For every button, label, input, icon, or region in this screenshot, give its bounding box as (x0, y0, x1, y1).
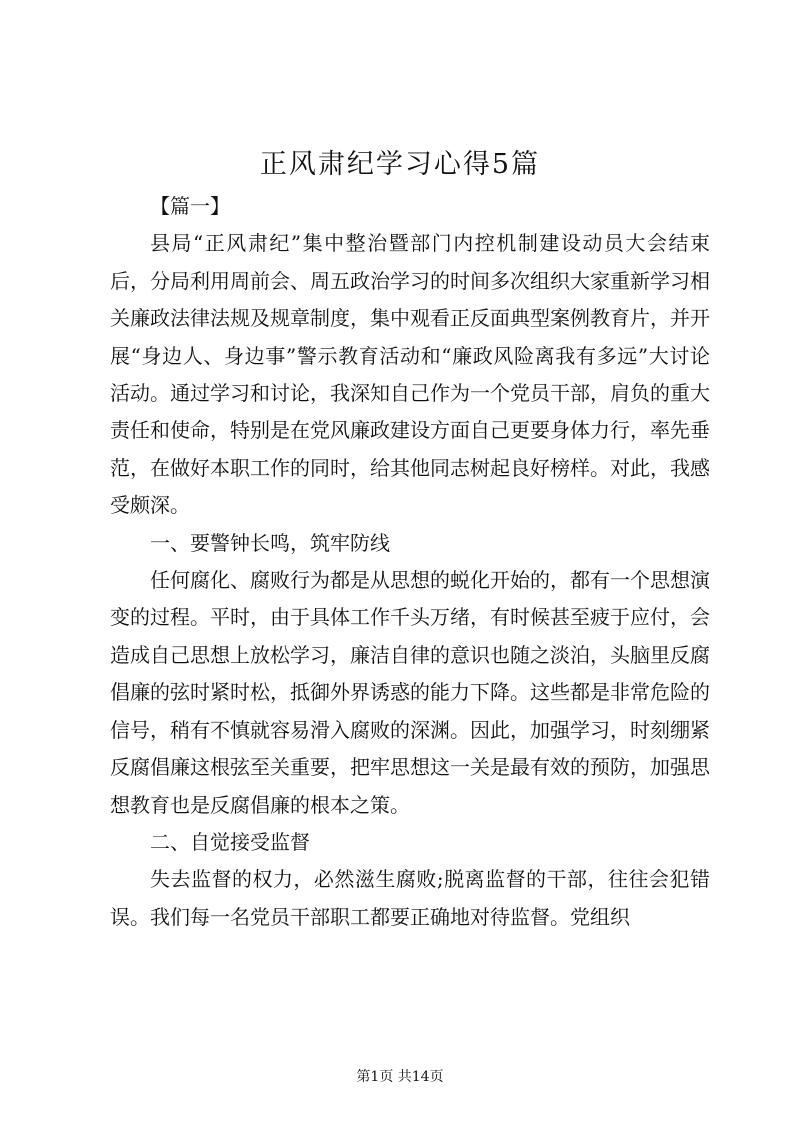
paragraph-section-1: 任何腐化、腐败行为都是从思想的蜕化开始的，都有一个思想演变的过程。平时，由于具体工作千头万绪，有时候甚至疲于应付，会造成自己思想上放松学习，廉洁自律的意识也随之淡泊，头脑里反腐倡廉的弦时紧时松，抵御外界诱惑的能力下降。这些都是非常危险的信号，稍有不慎就容易滑入腐败的深渊。因此，加强学习，时刻绷紧反腐倡廉这根弦至关重要，把牢思想这一关是最有效的预防，加强思想教育也是反腐倡廉的根本之策。 (110, 568, 710, 817)
part-label: 【篇一】 (150, 194, 230, 218)
paragraph-intro: 县局“正风肃纪”集中整治暨部门内控机制建设动员大会结束后，分局利用周前会、周五政治学习的时间多次组织大家重新学习相关廉政法律法规及规章制度，集中观看正反面典型案例教育片，并开展“身边人、身边事”警示教育活动和“廉政风险离我有多远”大讨论活动。通过学习和讨论，我深知自己作为一个党员干部，肩负的重大责任和使命，特别是在党风廉政建设方面自己更要身体力行，率先垂范，在做好本职工作的同时，给其他同志树起良好榜样。对此，我感受颇深。 (110, 231, 710, 518)
document-title: 正风肃纪学习心得5篇 (259, 149, 541, 180)
document-body (110, 188, 710, 936)
section-heading-1: 一、要警钟长鸣，筑牢防线 (150, 530, 390, 555)
paragraph-section-2: 失去监督的权力，必然滋生腐败;脱离监督的干部，往往会犯错误。我们每一名党员干部职工都要正确地对待监督。党组织 (110, 867, 710, 929)
page-footer: 第1页 共14页 (356, 1069, 444, 1085)
section-heading-2: 二、自觉接受监督 (150, 829, 310, 854)
